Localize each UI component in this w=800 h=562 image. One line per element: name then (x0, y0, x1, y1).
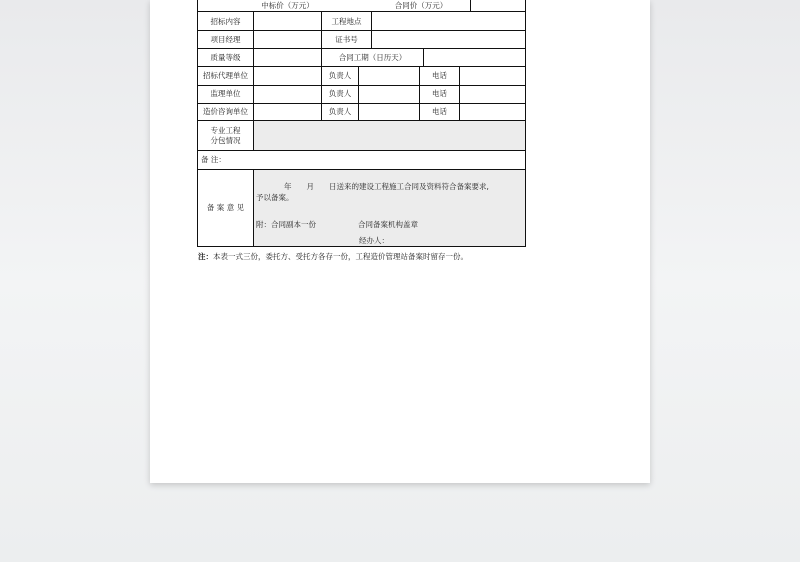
contract-price-label: 合同价（万元） (394, 1, 448, 10)
cost-consulting-unit-label: 造价咨询单位 (203, 107, 248, 116)
seal-text: 合同备案机构盖章 (358, 220, 418, 229)
opinion-line2: 予以备案。 (256, 193, 294, 202)
bid-agency-label: 招标代理单位 (203, 71, 248, 80)
document-page (150, 0, 650, 483)
footer-note-text: 本表一式三份，委托方、受托方各存一份，工程造价管理站备案时留存一份。 (213, 252, 468, 261)
filing-form-table (197, 0, 526, 247)
opinion-line1: 年 月 日送来的建设工程施工合同及资料符合备案要求, (284, 182, 489, 191)
contract-period-label: 合同工期（日历天） (338, 53, 407, 62)
supervision-unit-label: 监理单位 (210, 89, 241, 98)
quality-grade-label: 质量等级 (210, 53, 241, 62)
person-in-charge-label: 负责人 (328, 71, 352, 80)
certificate-no-label: 证书号 (335, 35, 358, 44)
handler-label: 经办人： (359, 236, 389, 245)
bid-price-label: 中标价（万元） (261, 1, 314, 10)
phone-label: 电话 (432, 89, 447, 98)
subcontract-label-line2: 分包情况 (210, 136, 241, 145)
person-in-charge-label: 负责人 (328, 107, 352, 116)
person-in-charge-label: 负责人 (328, 89, 352, 98)
attachment-text: 附：合同副本一份 (256, 220, 316, 229)
footer-note (198, 251, 468, 262)
bid-content-label: 招标内容 (210, 17, 241, 26)
phone-label: 电话 (432, 71, 447, 80)
subcontract-value-cell (254, 121, 525, 150)
remarks-label: 备 注： (201, 155, 226, 164)
phone-label: 电话 (432, 107, 447, 116)
subcontract-label-line1: 专业工程 (210, 126, 241, 135)
filing-opinion-label: 备 案 意 见 (206, 203, 245, 212)
project-manager-label: 项目经理 (210, 35, 241, 44)
footer-note-label: 注： (198, 252, 213, 261)
project-location-label: 工程地点 (331, 17, 362, 26)
